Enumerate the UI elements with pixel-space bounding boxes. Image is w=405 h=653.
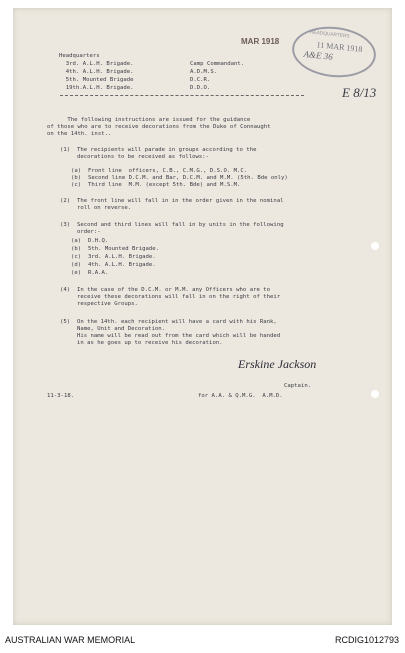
punch-hole — [371, 390, 379, 398]
item-3-sub: (e) R.A.A. — [71, 270, 109, 276]
stamp-heading: HEADQUARTERS — [309, 30, 350, 40]
header-left-0: Headquarters — [59, 53, 100, 59]
item-1-sub: (b) Second line D.C.M. and Bar, D.C.M. and M.M. (5th. Bde only) — [71, 175, 288, 181]
item-4-line: receive these decorations will fall in on the right of their — [60, 294, 281, 300]
header-left-4: 19th.A.L.H. Brigade. — [59, 85, 134, 91]
item-2-line: (2) The front line will fall in in the order given in the nominal — [60, 198, 284, 204]
file-reference: E 8/13 — [342, 85, 377, 100]
item-1-line: (1) The recipients will parade in groups according to the — [60, 147, 257, 153]
item-2-line: roll on reverse. — [60, 205, 132, 211]
item-3-line: (3) Second and third lines will fall in by units in the following — [60, 222, 284, 228]
header-left-2: 4th. A.L.H. Brigade. — [59, 69, 134, 75]
signatory-role: for A.A. & Q.M.G. A.M.D. — [198, 393, 283, 399]
stamp-date-text: 11 MAR 1918 — [316, 40, 363, 54]
item-4-line: respective Groups. — [60, 301, 138, 307]
document-page — [13, 8, 392, 625]
header-right-1: Camp Commandant. — [190, 61, 245, 67]
header-right-3: D.C.R. — [190, 77, 211, 83]
stamp-reference: A&E 36 — [303, 48, 334, 62]
footer-institution: AUSTRALIAN WAR MEMORIAL — [5, 635, 136, 645]
item-1-line: decorations to be received as follows:- — [60, 154, 210, 160]
intro-line: on the 14th. inst.. — [47, 131, 112, 137]
item-5-line: (5) On the 14th. each recipient will have a card with his Rank, — [60, 319, 277, 325]
item-1-sub: (a) Front line officers, C.B., C.M.G., D.S.O. M.C. — [71, 168, 248, 174]
item-4-line: (4) In the case of the D.C.M. or M.M. any Officers who are to — [60, 287, 271, 293]
signatory-rank: Captain. — [284, 383, 312, 389]
item-5-line: His name will be read out from the card which will be handed — [60, 333, 281, 339]
header-right-4: D.D.O. — [190, 85, 211, 91]
document-date: 11-3-18. — [47, 393, 75, 399]
item-3-sub: (b) 5th. Mounted Brigade. — [71, 246, 160, 252]
handwritten-signature: Erskine Jackson — [238, 357, 317, 371]
item-3-sub: (a) D.H.Q. — [71, 238, 109, 244]
item-5-line: Name, Unit and Decoration. — [60, 326, 166, 332]
footer-record-id: RCDIG1012793 — [334, 635, 399, 645]
header-left-1: 3rd. A.L.H. Brigade. — [59, 61, 134, 67]
intro-line: of those who are to receive decorations from the Duke of Connaught — [47, 124, 271, 130]
intro-line: The following instructions are issued for the guidance — [47, 117, 251, 123]
item-5-line: in as he goes up to receive his decoration. — [60, 340, 223, 346]
date-stamp: MAR 1918 — [241, 37, 280, 46]
punch-hole — [371, 242, 379, 250]
item-3-sub: (c) 3rd. A.L.H. Brigade. — [71, 254, 156, 260]
item-3-line: order:- — [60, 229, 101, 235]
item-1-sub: (c) Third line M.M. (except 5th. Bde) and M.S.M. — [71, 182, 241, 188]
item-3-sub: (d) 4th. A.L.H. Brigade. — [71, 262, 156, 268]
divider-line — [60, 95, 304, 96]
header-left-3: 5th. Mounted Brigade — [59, 77, 134, 83]
header-right-2: A.D.M.S. — [190, 69, 218, 75]
